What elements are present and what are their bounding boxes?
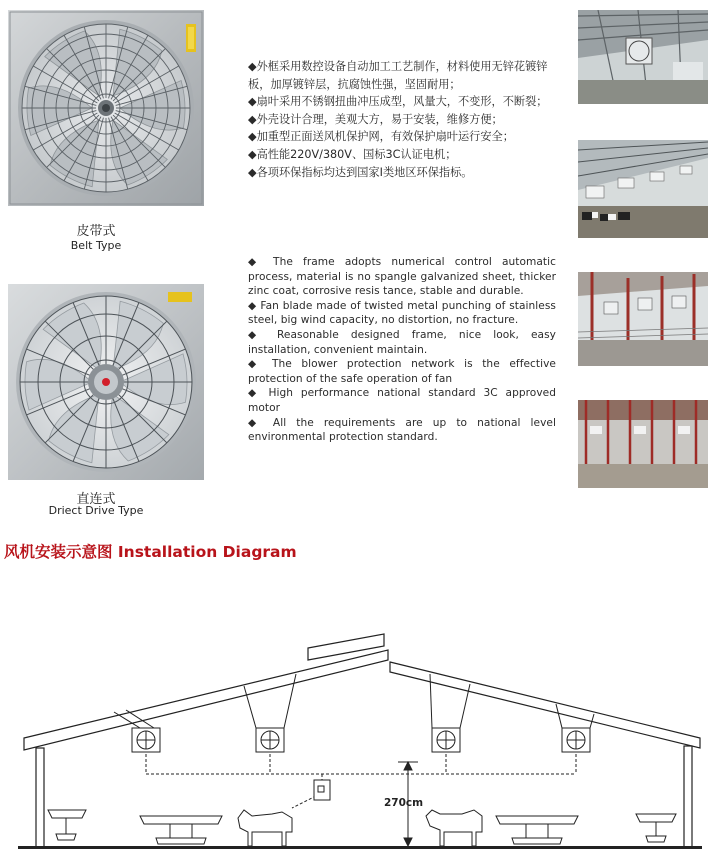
feeder-3 bbox=[496, 816, 578, 844]
belt-type-fan-image bbox=[8, 10, 204, 206]
direct-drive-fan-image bbox=[8, 284, 204, 480]
feature-cn-item: ◆高性能220V/380V、国标3C认证电机； bbox=[248, 147, 457, 161]
feature-en-item: ◆ High performance national standard 3C approved motor bbox=[248, 387, 556, 414]
cow-right bbox=[426, 810, 482, 846]
feeder-1 bbox=[48, 810, 86, 840]
feature-cn-item: ◆扇叶采用不锈钢扭曲冲压成型，风量大，不变形，不断裂； bbox=[248, 95, 548, 109]
feature-cn-item: ◆外壳设计合理，美观大方，易于安装，维修方便； bbox=[248, 112, 503, 126]
roof-left bbox=[24, 650, 388, 750]
belt-type-caption-en: Belt Type bbox=[70, 239, 122, 252]
cow-left bbox=[238, 810, 292, 846]
barn-interior-photo-3 bbox=[578, 272, 708, 366]
feature-cn-item: ◆加重型正面送风机保护网，有效保护扇叶运行安全； bbox=[248, 130, 514, 144]
feature-en-item: ◆ Fan blade made of twisted metal punching of stainless steel, big wind capacity, no distortion, no fracture. bbox=[248, 299, 556, 327]
height-dimension-label: 270cm bbox=[384, 797, 424, 809]
belt-type-caption-cn: 皮带式 bbox=[76, 224, 116, 239]
barn-interior-photo-1 bbox=[578, 10, 708, 104]
ground-line bbox=[18, 846, 702, 849]
feeder-4 bbox=[636, 814, 676, 842]
control-box bbox=[314, 780, 330, 800]
direct-drive-caption-cn: 直连式 bbox=[76, 492, 116, 507]
installation-diagram bbox=[0, 620, 720, 868]
feature-en-item: ◆ Reasonable designed frame, nice look, easy installation, convenient maintain. bbox=[248, 328, 556, 356]
feature-cn-item: ◆外框采用数控设备自动加工工艺制作，材料使用无锌花镀锌板，加厚镀锌层，抗腐蚀性强，坚固耐用； bbox=[248, 60, 548, 91]
wall-right bbox=[684, 746, 692, 848]
installation-diagram-title: 风机安装示意图 Installation Diagram bbox=[4, 543, 297, 561]
features-cn-list bbox=[248, 58, 560, 181]
direct-drive-caption-en: Driect Drive Type bbox=[48, 504, 144, 517]
feature-en-item: ◆ The frame adopts numerical control automatic process, material is no spangle galvanized sheet, thicker zinc coat, corrosive resis tance, stable and durable. bbox=[248, 256, 556, 298]
feature-cn-item: ◆各项环保指标均达到国家Ⅰ类地区环保指标。 bbox=[248, 165, 473, 179]
feeder-2 bbox=[140, 816, 222, 844]
features-en-list bbox=[248, 255, 556, 445]
direct-drive-fan-photo bbox=[8, 284, 204, 480]
feature-en-item: ◆ All the requirements are up to national level environmental protection standard. bbox=[248, 416, 556, 444]
belt-type-fan-photo bbox=[8, 10, 204, 206]
barn-interior-photo-2 bbox=[578, 140, 708, 238]
feature-en-item: ◆ The blower protection network is the effective protection of the safe operation of fan bbox=[248, 358, 556, 385]
wall-left bbox=[36, 748, 44, 848]
barn-interior-photo-4 bbox=[578, 400, 708, 488]
